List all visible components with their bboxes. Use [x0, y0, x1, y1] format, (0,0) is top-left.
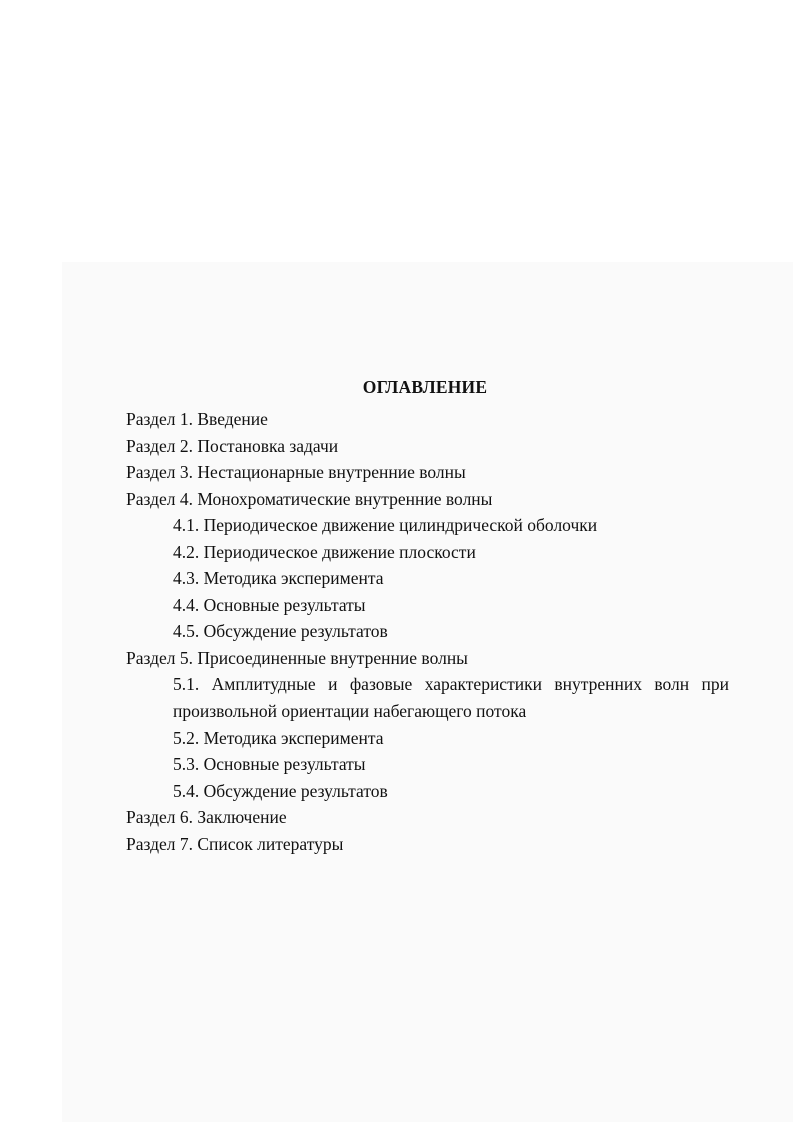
- toc-entry-4-1: 4.1. Периодическое движение цилиндрической оболочки: [173, 515, 598, 535]
- toc-entry-5-4: 5.4. Обсуждение результатов: [173, 781, 388, 801]
- toc-entry-5-3: 5.3. Основные результаты: [173, 754, 366, 774]
- toc-entry-4-2: 4.2. Периодическое движение плоскости: [173, 542, 476, 562]
- toc-entry-5-2: 5.2. Методика эксперимента: [173, 728, 384, 748]
- toc-entry-section-1: Раздел 1. Введение: [126, 409, 268, 429]
- toc-entry-section-3: Раздел 3. Нестационарные внутренние волны: [126, 462, 466, 482]
- toc-title: ОГЛАВЛЕНИЕ: [362, 377, 488, 397]
- toc-entry-section-2: Раздел 2. Постановка задачи: [126, 436, 339, 456]
- toc-entry-section-5: Раздел 5. Присоединенные внутренние волны: [126, 648, 468, 668]
- toc-entry-section-4: Раздел 4. Монохроматические внутренние волны: [126, 489, 493, 509]
- toc-entry-5-1-line1: 5.1. Амплитудные и фазовые характеристики внутренних волн при: [173, 674, 729, 694]
- toc-entry-4-3: 4.3. Методика эксперимента: [173, 568, 384, 588]
- toc-entry-section-6: Раздел 6. Заключение: [126, 807, 287, 827]
- toc-entry-section-7: Раздел 7. Список литературы: [126, 834, 344, 854]
- toc-entry-4-5: 4.5. Обсуждение результатов: [173, 621, 388, 641]
- toc-entry-5-1-line2: произвольной ориентации набегающего потока: [173, 701, 527, 721]
- toc-entry-4-4: 4.4. Основные результаты: [173, 595, 366, 615]
